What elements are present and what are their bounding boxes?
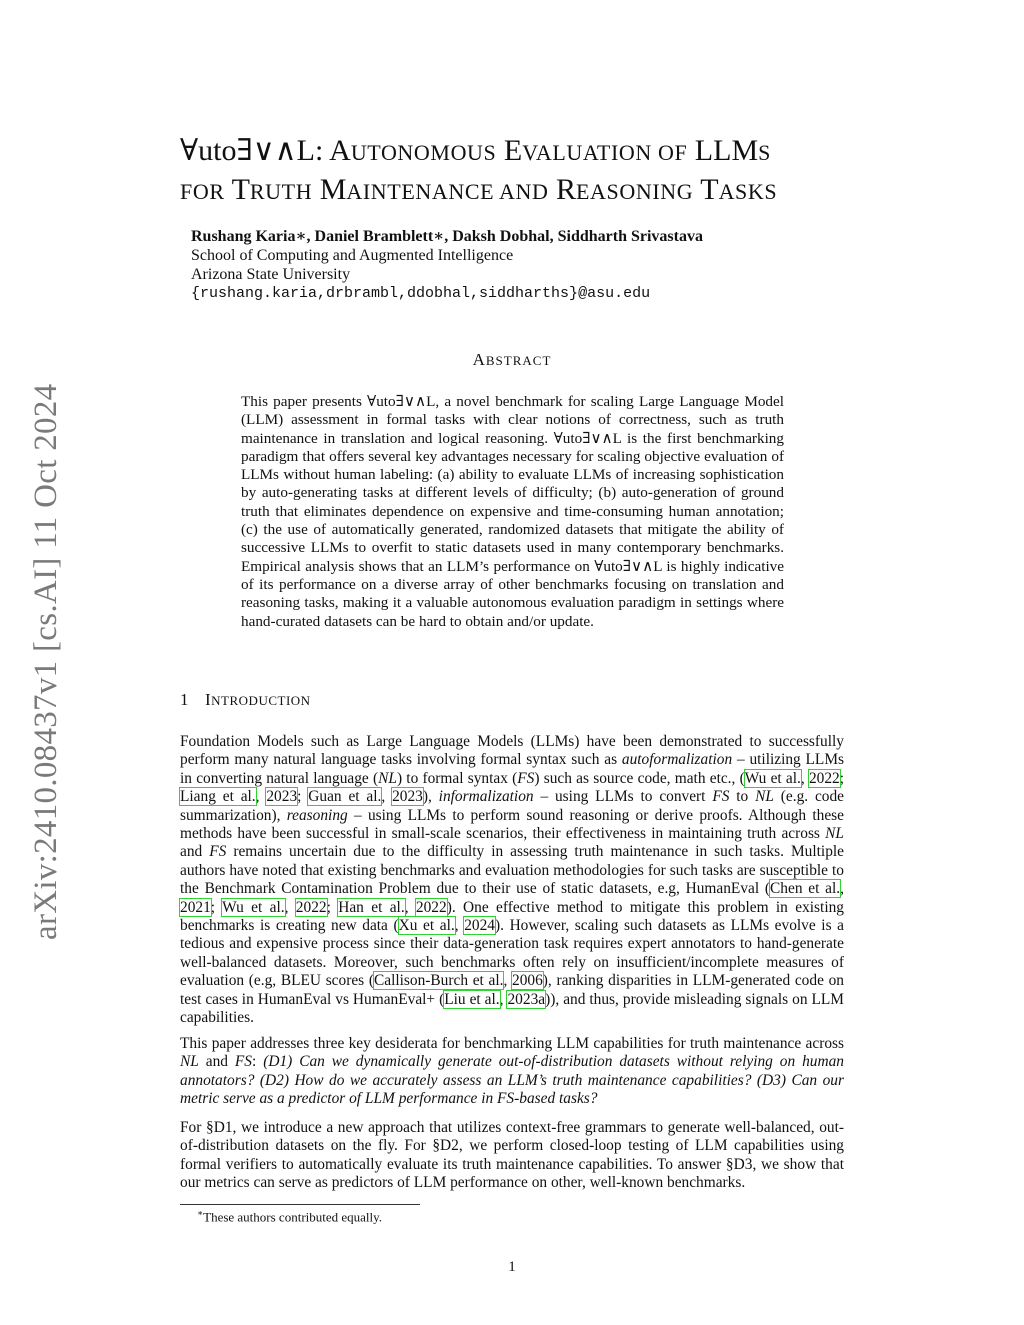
arxiv-identifier: arXiv:2410.08437v1 [cs.AI] 11 Oct 2024 — [28, 383, 64, 940]
citation-link[interactable]: 2024 — [464, 917, 495, 935]
citation-link[interactable]: 2022 — [808, 769, 840, 787]
section-heading-introduction: 1 INTRODUCTION — [180, 690, 311, 709]
citation-link[interactable]: Han et al. — [338, 898, 405, 916]
citation-link[interactable]: Wu et al. — [744, 769, 801, 787]
author-block — [191, 227, 703, 303]
citation-link[interactable]: 2023 — [266, 788, 298, 806]
citation-link[interactable]: 2021 — [180, 898, 211, 916]
footnote-divider — [180, 1204, 420, 1205]
citation-link[interactable]: Guan et al. — [308, 788, 382, 806]
footnote: ∗These authors contributed equally. — [197, 1208, 383, 1225]
abstract-text: This paper presents ∀uto∃∨∧L, a novel benchmark for scaling Large Language Model (LLM) assessment in formal tasks with clear notions of correctness, such as truth maintenance in translation and logical reasoning. ∀uto∃∨∧L is the first benchmarking paradigm that offers several key advantages necessary for scaling objective evaluation of LLMs without human labeling: (a) ability to evaluate LLMs of increasing sophistication by auto-generating tasks at different levels of difficulty; (b) auto-generation of ground truth that eliminates dependence on expensive and time-consuming human annotation; (c) the use of automatically generated, randomized datasets that mitigate the ability of successive LLMs to overfit to static datasets used in many contemporary benchmarks. Empirical analysis shows that an LLM’s performance on ∀uto∃∨∧L is highly indicative of its performance on a diverse array of other benchmarks focusing on translation and reasoning tasks, making it a valuable autonomous evaluation paradigm in settings where hand-curated datasets can be hard to obtain and/or update. — [241, 393, 784, 630]
author-names: Rushang Karia∗, Daniel Bramblett∗, Daksh Dobhal, Siddharth Srivastava — [191, 228, 703, 245]
citation-link[interactable]: Callison-Burch et al. — [373, 972, 504, 990]
title-line-2: FOR TRUTH MAINTENANCE AND REASONING TASKS — [180, 173, 778, 206]
citation-link[interactable]: 2023a — [507, 990, 546, 1008]
title-line-1: ∀uto∃∨∧L: AUTONOMOUS EVALUATION OF LLMS — [180, 134, 771, 167]
citation-link[interactable]: 2022 — [415, 898, 447, 916]
intro-paragraph-3: For §D1, we introduce a new approach that utilizes context-free grammars to generate well-balanced, out-of-distribution datasets on the fly. For §D2, we perform closed-loop testing of LLM capabilities using formal verifiers to automatically evaluate its truth maintenance capabilities. To answer §D3, we show that our metrics can serve as predictors of LLM performance on other, well-known benchmarks. — [180, 1119, 844, 1192]
page-number: 1 — [508, 1259, 516, 1275]
intro-paragraph-1: Foundation Models such as Large Language Models (LLMs) have been demonstrated to successfully perform many natural language tasks involving formal syntax such as autoformalization – utilizing LLMs in converting natural language (NL) to formal syntax (FS) such as source code, math etc., (Wu et al., 2022; Liang et al., 2023; Guan et al., 2023), informalization – using LLMs to convert FS to NL (e.g. code summarization), reasoning – using LLMs to perform sound reasoning or derive proofs. Although these methods have been successful in small-scale scenarios, their effectiveness in maintaining truth across NL and FS remains uncertain due to the difficulty in assessing truth maintenance in such tasks. Multiple authors have noted that existing benchmarks and evaluation methodologies for such tasks are susceptible to the Benchmark Contamination Problem due to their use of static datasets, e.g, HumanEval (Chen et al., 2021; Wu et al., 2022; Han et al., 2022). One effective method to mitigate this problem in existing benchmarks is creating new data (Xu et al., 2024). However, scaling such datasets as LLMs evolve is a tedious and expensive process since their data-generation task requires expert annotators to hand-generate well-balanced datasets. Moreover, such benchmarks often rely on insufficient/incomplete measures of evaluation (e.g, BLEU scores (Callison-Burch et al., 2006), ranking disparities in LLM-generated code on test cases in HumanEval vs HumanEval+ (Liu et al., 2023a)), and thus, provide misleading signals on LLM capabilities. — [180, 733, 845, 1027]
citation-link[interactable]: Chen et al. — [770, 880, 841, 898]
author-school: School of Computing and Augmented Intelligence — [191, 247, 514, 264]
citation-link[interactable]: 2006 — [512, 972, 543, 990]
citation-link[interactable]: Liu et al. — [444, 990, 500, 1008]
abstract-heading: ABSTRACT — [472, 350, 552, 369]
citation-link[interactable]: 2022 — [295, 898, 327, 916]
citation-link[interactable]: Liang et al. — [180, 788, 256, 806]
citation-link[interactable]: Wu et al. — [222, 898, 285, 916]
author-university: Arizona State University — [191, 266, 351, 283]
paper-title — [180, 132, 880, 210]
citation-link[interactable]: Xu et al. — [398, 917, 455, 935]
intro-paragraph-2: This paper addresses three key desiderata for benchmarking LLM capabilities for truth maintenance across NL and FS: (D1) Can we dynamically generate out-of-distribution datasets without relying on human annotators? (D2) How do we accurately assess an LLM’s truth maintenance capabilities? (D3) Can our metric serve as a predictor of LLM performance in FS-based tasks? — [180, 1035, 844, 1108]
author-email: {rushang.karia,drbrambl,ddobhal,siddharths}@asu.edu — [191, 285, 651, 302]
citation-link[interactable]: 2023 — [392, 788, 423, 806]
